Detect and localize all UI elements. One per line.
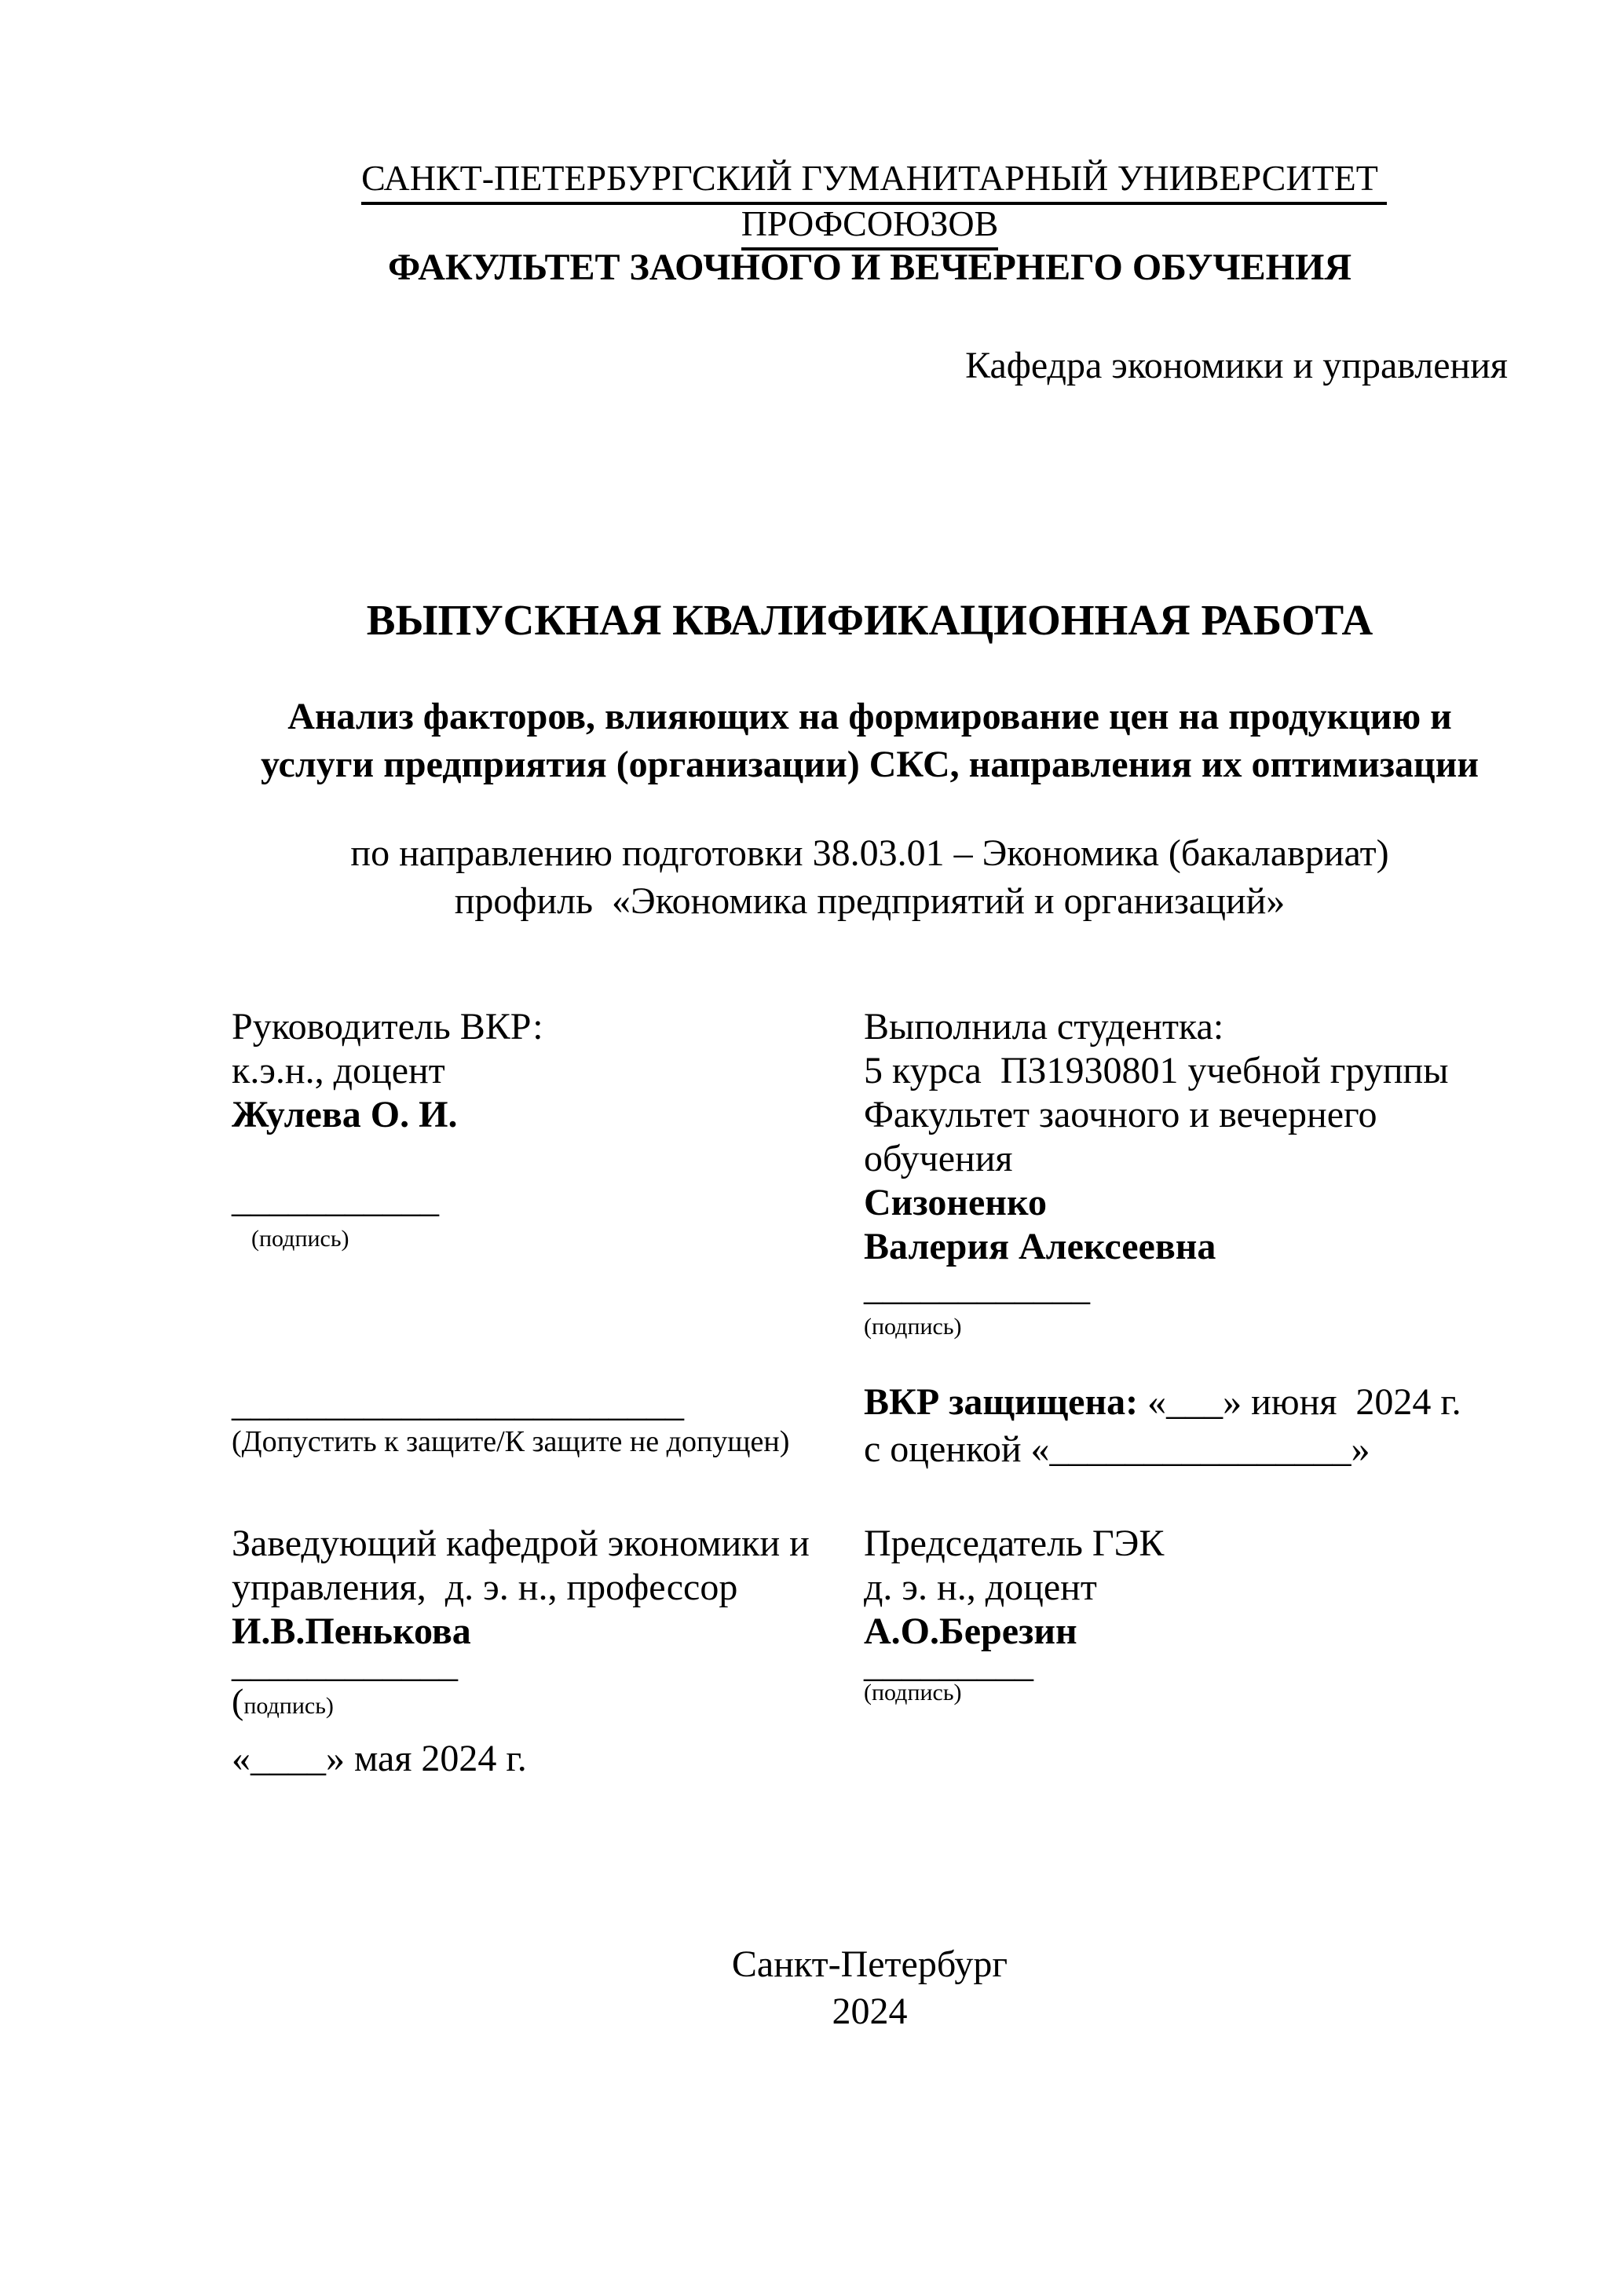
footer-year: 2024 [832, 1991, 908, 2032]
head-signature-line: ____________ [232, 1643, 458, 1685]
head-signature-caption-text: подпись) [243, 1693, 334, 1719]
topic-line-2: услуги предприятия (организации) СКС, направления их оптимизации [261, 744, 1479, 785]
student-block [864, 1005, 1516, 1269]
faculty-name: ФАКУЛЬТЕТ ЗАОЧНОГО И ВЕЧЕРНЕГО ОБУЧЕНИЯ [387, 247, 1352, 288]
defense-label: ВКР защищена: [864, 1381, 1139, 1423]
head-date-line: «____» мая 2024 г. [232, 1738, 527, 1779]
chairman-title-line1: Председатель ГЭК [864, 1523, 1165, 1564]
supervisor-signature-caption: (подпись) [251, 1226, 349, 1252]
chairman-signature-caption: (подпись) [864, 1680, 962, 1706]
topic-line-1: Анализ факторов, влияющих на формирование цен на продукцию и [287, 696, 1452, 737]
student-faculty-line1: Факультет заочного и вечернего [864, 1094, 1377, 1135]
student-surname: Сизоненко [864, 1182, 1047, 1223]
supervisor-signature-line: ___________ [232, 1179, 439, 1220]
supervisor-name: Жулева О. И. [232, 1094, 458, 1135]
profile-line: профиль «Экономика предприятий и организаций» [454, 880, 1286, 922]
defense-grade-line: с оценкой «________________» [864, 1428, 1370, 1470]
supervisor-label: Руководитель ВКР: [232, 1006, 543, 1047]
footer-block [232, 1941, 1508, 2035]
supervisor-block [232, 1005, 852, 1137]
supervisor-degree: к.э.н., доцент [232, 1050, 445, 1091]
admission-line: ________________________ [232, 1383, 684, 1424]
gec-chairman-block [864, 1522, 1516, 1654]
department-name: Кафедра экономики и управления [965, 345, 1508, 386]
university-name-text: САНКТ-ПЕТЕРБУРГСКИЙ ГУМАНИТАРНЫЙ УНИВЕРСИТЕТ ПРОФСОЮЗОВ [361, 158, 1387, 250]
head-title-line1: Заведующий кафедрой экономики и [232, 1523, 810, 1564]
student-signature-line: ____________ [864, 1267, 1090, 1308]
admission-caption: (Допустить к защите/К защите не допущен) [232, 1425, 790, 1458]
head-of-department-block [232, 1522, 852, 1654]
defense-block [864, 1379, 1516, 1473]
student-label: Выполнила студентка: [864, 1006, 1224, 1047]
chairman-title-line2: д. э. н., доцент [864, 1567, 1097, 1608]
topic-title [232, 693, 1508, 788]
footer-city: Санкт-Петербург [731, 1943, 1008, 1985]
defense-date-rest: «___» июня 2024 г. [1138, 1381, 1461, 1423]
head-signature-caption-paren: ( [232, 1681, 244, 1721]
student-name-patronymic: Валерия Алексеевна [864, 1226, 1216, 1267]
program-block [232, 829, 1508, 925]
student-signature-caption: (подпись) [864, 1314, 962, 1340]
student-group: 5 курса ПЗ1930801 учебной группы [864, 1050, 1449, 1091]
head-name: И.В.Пенькова [232, 1610, 471, 1652]
student-faculty-line2: обучения [864, 1138, 1013, 1179]
university-name [232, 155, 1508, 247]
program-line: по направлению подготовки 38.03.01 – Экономика (бакалавриат) [350, 832, 1389, 874]
head-signature-caption [232, 1680, 852, 1722]
chairman-signature-line: _________ [864, 1643, 1033, 1685]
chairman-name: А.О.Березин [864, 1610, 1077, 1652]
work-type-title: ВЫПУСКНАЯ КВАЛИФИКАЦИОННАЯ РАБОТА [366, 596, 1373, 644]
head-title-line2: управления, д. э. н., профессор [232, 1567, 738, 1608]
defense-date-line [864, 1379, 1516, 1426]
